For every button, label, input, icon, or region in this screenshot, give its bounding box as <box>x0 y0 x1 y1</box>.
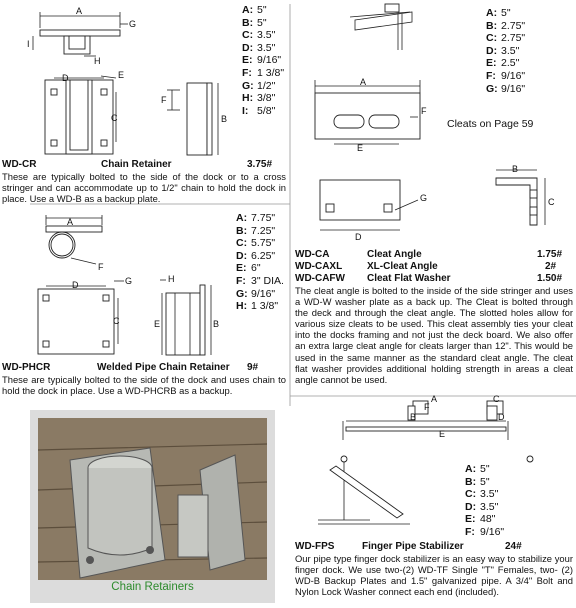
wd-cr-front-view <box>45 76 116 154</box>
chain-retainers-photo <box>30 410 275 603</box>
wd-phcr-label-h: H <box>168 274 175 284</box>
wd-phcr-label-b: B <box>213 319 220 329</box>
dim-row: A: 5" <box>465 463 490 475</box>
dim-row: E: 48" <box>465 513 496 526</box>
dim-row: C: 2.75" <box>486 32 526 45</box>
dim-row: A: 5" <box>242 4 267 16</box>
wd-ca-label-b: B <box>512 164 519 174</box>
wd-cr-label-b: B <box>221 114 228 124</box>
wd-cafw-view <box>320 180 418 230</box>
dim-row: D: 3.5" <box>465 500 499 513</box>
wd-fps-label-f: F <box>424 402 430 412</box>
wd-fps-label-a: A <box>431 394 438 404</box>
wd-phcr-description: These are typically bolted to the side of the dock and uses chain to hold the dock in place. Use a WD-PHCRB as a backup. <box>2 374 286 397</box>
wd-fps-label-c: C <box>493 394 500 404</box>
wd-cr-title: WD-CR Chain Retainer 3.75# <box>2 159 273 170</box>
dim-row: C: 3.5" <box>465 488 499 501</box>
wd-phcr-label-d: D <box>72 280 79 290</box>
wd-ca-label-f: F <box>421 106 427 116</box>
wd-cr-label-e: E <box>118 70 125 80</box>
wd-cr-label-i: I <box>27 39 30 49</box>
wd-cafw-label-d: D <box>355 232 362 242</box>
wd-ca-label-a: A <box>360 77 367 87</box>
wd-fps-label-e: E <box>439 429 446 439</box>
dim-row: H: 3/8" <box>242 92 276 105</box>
wd-cr-label-a: A <box>76 6 83 16</box>
wd-phcr-top-view <box>46 215 102 264</box>
wd-ca-iso-view <box>350 4 412 50</box>
dim-row: E: 2.5" <box>486 57 520 70</box>
wd-cafw-label-g: G <box>420 193 428 203</box>
wd-cr-label-h: H <box>94 56 101 66</box>
wd-phcr-label-e: E <box>154 319 161 329</box>
wd-cr-description: These are typically bolted to the side of the dock or to a cross stringer and can accommodate up to 1/2" chain to hold the dock in place. Use a WD-B as a backup plate. <box>2 171 286 205</box>
wd-ca-label-e: E <box>357 143 364 153</box>
wd-phcr-front-view <box>38 281 124 354</box>
wd-cafw-product-row: WD-CAFW Cleat Flat Washer 1.50# <box>295 273 563 284</box>
dim-row: D: 3.5" <box>242 41 276 54</box>
wd-fps-description: Our pipe type finger dock stabilizer is an easy way to stabilize your finger dock. We use two-(2) WD-TF Single "T" Females, two- (2) WD-B Backup Plates and 1.5" galvanized pipe. A 3/4" Bolt and Nylon Lock Washer connect each end (included). <box>295 553 573 598</box>
dim-row: B: 2.75" <box>486 19 526 32</box>
photo-illustration <box>30 410 275 603</box>
wd-cr-label-g: G <box>129 19 137 29</box>
wd-cr-label-d: D <box>62 73 69 83</box>
wd-ca-dimensions <box>486 7 525 95</box>
dim-row: B: 5" <box>465 475 490 488</box>
wd-phcr-label-f: F <box>98 262 104 272</box>
wd-phcr-label-a: A <box>67 217 74 227</box>
wd-cr-side-view <box>167 83 218 155</box>
dim-row: B: 5" <box>242 16 267 29</box>
dim-row: F: 1 3/8" <box>242 66 285 79</box>
wd-ca-side-view <box>496 170 545 225</box>
photo-caption: Chain Retainers <box>111 581 194 593</box>
wd-fps-label-b: B <box>410 412 417 422</box>
wd-cr-label-f: F <box>161 95 167 105</box>
wd-cr-top-view <box>33 12 128 56</box>
wd-phcr-dimensions <box>236 212 284 313</box>
wd-cr-label-c: C <box>111 113 118 123</box>
wd-caxl-product-row: WD-CAXL XL-Cleat Angle 2# <box>295 261 557 272</box>
wd-ca-long-view <box>315 80 420 144</box>
wd-fps-title: WD-FPS Finger Pipe Stabilizer 24# <box>295 541 522 552</box>
dim-row: F: 9/16" <box>486 69 526 82</box>
wd-phcr-title: WD-PHCR Welded Pipe Chain Retainer 9# <box>2 362 259 373</box>
dim-row: I: 5/8" <box>242 104 276 117</box>
dim-row: A: 7.75" <box>236 212 276 224</box>
wd-phcr-label-c: C <box>113 316 120 326</box>
dim-row: G: 9/16" <box>486 82 526 95</box>
wd-ca-label-c: C <box>548 197 555 207</box>
dim-row: A: 5" <box>486 7 511 19</box>
dim-row: D: 6.25" <box>236 249 276 262</box>
dim-row: B: 7.25" <box>236 224 276 237</box>
wd-cr-dimensions <box>242 4 284 117</box>
wd-fps-dimensions <box>465 463 504 539</box>
wd-phcr-side-view <box>160 280 211 355</box>
dim-row: G: 1/2" <box>242 79 276 92</box>
wd-fps-label-d: D <box>498 412 505 422</box>
dim-row: F: 9/16" <box>465 525 505 538</box>
dim-row: H: 1 3/8" <box>236 300 279 313</box>
wd-phcr-label-g: G <box>125 276 133 286</box>
dim-row: F: 3" DIA. <box>236 274 284 287</box>
cleats-page-note: Cleats on Page 59 <box>447 118 534 130</box>
dim-row: E: 6" <box>236 262 261 275</box>
dim-row: C: 5.75" <box>236 237 276 250</box>
dim-row: D: 3.5" <box>486 44 520 57</box>
wd-ca-product-row: WD-CA Cleat Angle 1.75# <box>295 249 563 260</box>
dim-row: C: 3.5" <box>242 29 276 42</box>
dim-row: G: 9/16" <box>236 287 276 300</box>
dim-row: E: 9/16" <box>242 54 282 67</box>
wd-ca-description: The cleat angle is bolted to the inside of the side stringer and uses a WD-W washer plate as a back up. The Cleat is bolted through the deck and through the cleat angle. The slotted holes allow for various size cleats to be used. This cleat assembly ties your cleat into the docks framing and not just the deck board. We also offer an extra large cleat angle for cleats larger than 12". This would be used in the same manner as the standard cleat angle. The cleat flat washer provides additional holding strength in areas a cleat angle cannot be used. <box>295 285 573 385</box>
